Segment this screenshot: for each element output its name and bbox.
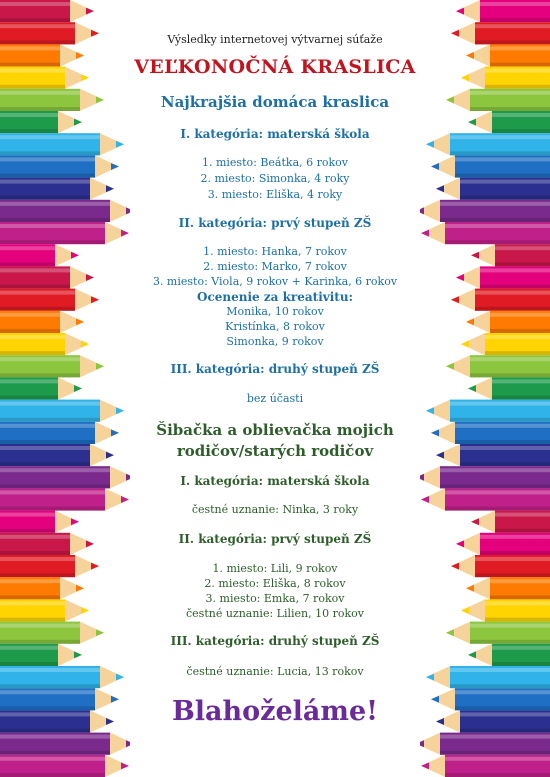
left-pencil-border: [0, 0, 130, 777]
creativity-award-item: Kristínka, 8 rokov: [225, 320, 325, 333]
pencil: [466, 577, 550, 599]
pencil: [436, 710, 550, 732]
pencil: [0, 710, 114, 732]
intro-text: Výsledky internetovej výtvarnej súťaže: [167, 33, 383, 46]
right-pencil-border: [420, 0, 550, 777]
section2-cat3-note: čestné uznanie: Lucia, 13 rokov: [186, 665, 364, 678]
pencil: [0, 511, 79, 533]
pencil: [461, 333, 550, 355]
pencil: [0, 644, 82, 666]
section1-cat1-result: 3. miesto: Eliška, 4 roky: [207, 188, 343, 201]
pencil: [0, 333, 89, 355]
section2-title-line1: Šibačka a oblievačka mojich: [156, 421, 394, 439]
section1-cat2-result: 3. miesto: Viola, 9 rokov + Karinka, 6 rokov: [152, 275, 398, 288]
pencil: [461, 599, 550, 621]
creativity-award-item: Monika, 10 rokov: [226, 305, 324, 318]
section1-cat2-title: II. kategória: prvý stupeň ZŠ: [178, 216, 372, 230]
pencil: [0, 444, 114, 466]
pencil: [468, 111, 550, 133]
section2-title-line2: rodičov/starých rodičov: [176, 442, 374, 460]
right-pencils-graphic: [420, 0, 550, 777]
section2-cat3-title: III. kategória: druhý stupeň ZŠ: [170, 634, 380, 648]
pencil: [446, 355, 550, 377]
pencil: [0, 111, 82, 133]
pencil: [420, 733, 550, 755]
pencil: [446, 89, 550, 111]
pencil: [0, 178, 114, 200]
section2-cat1-note: čestné uznanie: Ninka, 3 roky: [191, 503, 359, 516]
pencil: [0, 577, 84, 599]
pencil: [446, 622, 550, 644]
section1-cat2-result: 1. miesto: Hanka, 7 rokov: [203, 245, 347, 258]
section2-cat2-result: čestné uznanie: Lilien, 10 rokov: [186, 607, 364, 620]
pencil: [0, 289, 99, 311]
section1-cat3-note: bez účasti: [246, 392, 304, 405]
pencil: [456, 533, 550, 555]
section2-cat1-title: I. kategória: materská škola: [180, 474, 370, 488]
pencil: [468, 377, 550, 399]
pencil: [0, 244, 79, 266]
pencil: [0, 44, 84, 66]
pencil: [421, 755, 550, 777]
pencil: [0, 311, 84, 333]
closing-congratulations: Blahoželáme!: [171, 696, 379, 727]
main-title: VEĽKONOČNÁ KRASLICA: [134, 56, 416, 78]
section1-cat2-result: 2. miesto: Marko, 7 rokov: [203, 260, 347, 273]
pencil: [0, 555, 99, 577]
pencil: [456, 266, 550, 288]
section1-title: Najkrajšia domáca kraslica: [160, 93, 390, 111]
section1-cat3-title: III. kategória: druhý stupeň ZŠ: [170, 362, 380, 376]
creativity-award-title: Ocenenie za kreativitu:: [197, 290, 353, 304]
pencil: [0, 599, 89, 621]
pencil: [471, 511, 550, 533]
section2-cat2-result: 3. miesto: Emka, 7 rokov: [205, 592, 345, 605]
pencil: [0, 355, 104, 377]
section2-cat2-result: 2. miesto: Eliška, 8 rokov: [204, 577, 346, 590]
pencil: [0, 266, 94, 288]
left-pencils-graphic: [0, 0, 130, 777]
pencil: [456, 0, 550, 22]
pencil: [0, 89, 104, 111]
pencil: [0, 533, 94, 555]
pencil: [451, 289, 550, 311]
pencil: [468, 644, 550, 666]
creativity-award-item: Simonka, 9 rokov: [226, 335, 324, 348]
pencil: [436, 178, 550, 200]
pencil: [436, 444, 550, 466]
pencil: [0, 755, 129, 777]
pencil: [0, 67, 89, 89]
section1-cat1-title: I. kategória: materská škola: [180, 127, 370, 141]
pencil: [0, 622, 104, 644]
pencil: [0, 22, 99, 44]
section1-cat1-result: 1. miesto: Beátka, 6 rokov: [201, 156, 348, 169]
pencil: [471, 244, 550, 266]
pencil: [0, 377, 82, 399]
pencil: [451, 22, 550, 44]
pencil: [466, 44, 550, 66]
pencil: [451, 555, 550, 577]
pencil: [461, 67, 550, 89]
section1-cat1-result: 2. miesto: Simonka, 4 roky: [200, 172, 350, 185]
section2-cat2-result: 1. miesto: Lili, 9 rokov: [212, 562, 338, 575]
pencil: [0, 733, 130, 755]
pencil: [466, 311, 550, 333]
section2-cat2-title: II. kategória: prvý stupeň ZŠ: [178, 532, 372, 546]
results-content: [130, 0, 420, 777]
pencil: [0, 0, 94, 22]
